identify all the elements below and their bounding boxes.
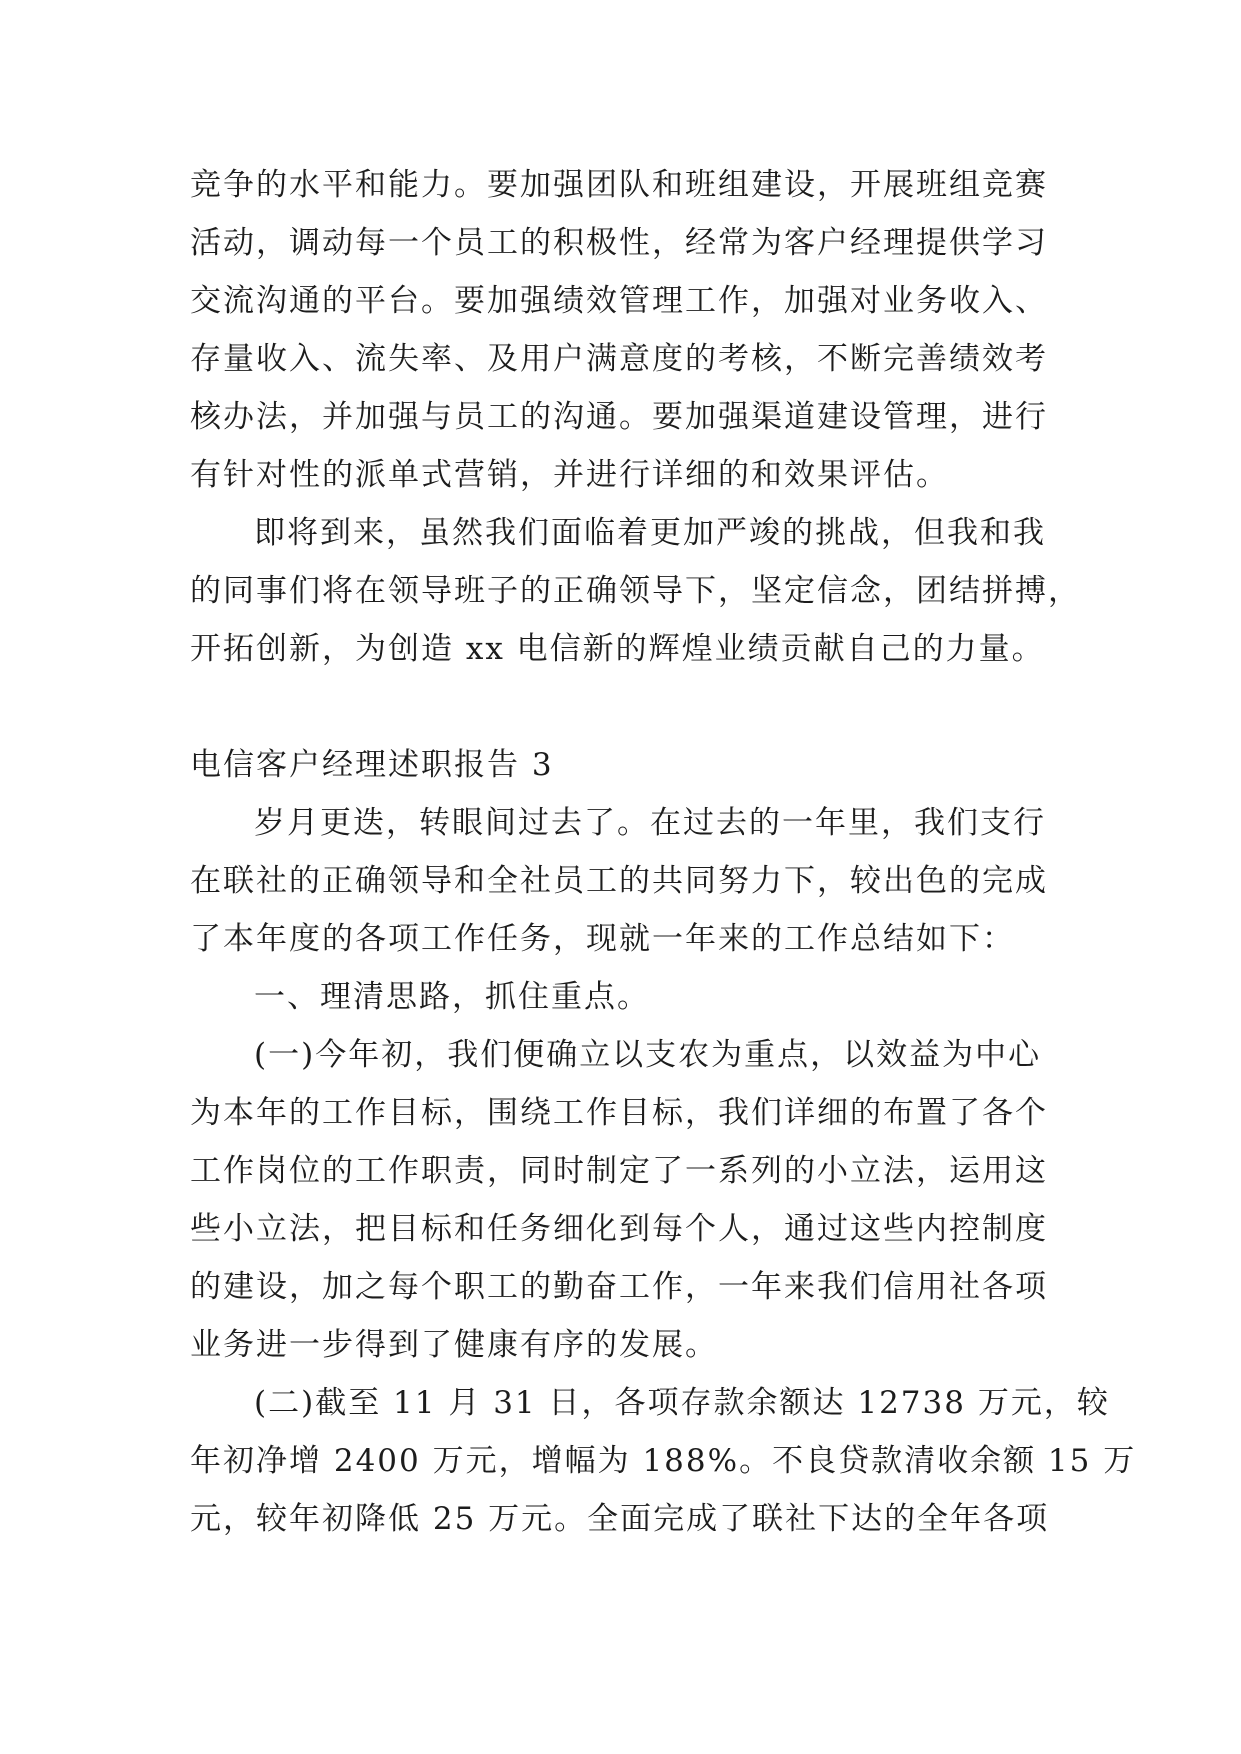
paragraph [190,1374,1150,1548]
text-line: 即将到来，虽然我们面临着更加严竣的挑战，但我和我 [254,515,1046,551]
text-line: 竞争的水平和能力。要加强团队和班组建设，开展班组竞赛 [190,167,1048,203]
paragraph [190,504,1150,678]
text-line: 有针对性的派单式营销，并进行详细的和效果评估。 [190,457,949,493]
document-page [190,156,1150,1548]
text-line: 一、理清思路，抓住重点。 [254,979,650,1015]
text-line: 为本年的工作目标，围绕工作目标，我们详细的布置了各个 [190,1095,1048,1131]
paragraph [190,1026,1150,1374]
paragraph [190,794,1150,968]
text-line: 交流沟通的平台。要加强绩效管理工作，加强对业务收入、 [190,283,1048,319]
text-line: 岁月更迭，转眼间过去了。在过去的一年里，我们支行 [254,805,1046,841]
text-line: 的建设，加之每个职工的勤奋工作，一年来我们信用社各项 [190,1269,1048,1305]
text-line: 年初净增 2400 万元，增幅为 188%。不良贷款清收余额 15 万 [190,1443,1137,1479]
text-line: 核办法，并加强与员工的沟通。要加强渠道建设管理，进行 [190,399,1048,435]
text-line: 活动，调动每一个员工的积极性，经常为客户经理提供学习 [190,225,1048,261]
text-line: 存量收入、流失率、及用户满意度的考核，不断完善绩效考 [190,341,1048,377]
text-line: 开拓创新，为创造 xx 电信新的辉煌业绩贡献自己的力量。 [190,631,1045,667]
text-line: 些小立法，把目标和任务细化到每个人，通过这些内控制度 [190,1211,1048,1247]
paragraph-heading [190,968,1150,1026]
text-line: 的同事们将在领导班子的正确领导下，坚定信念，团结拼搏， [190,573,1081,609]
text-line: 工作岗位的工作职责，同时制定了一系列的小立法，运用这 [190,1153,1048,1189]
paragraph [190,156,1150,504]
text-line: (一)今年初，我们便确立以支农为重点，以效益为中心 [254,1037,1042,1073]
text-line: 业务进一步得到了健康有序的发展。 [190,1327,718,1363]
text-line: (二)截至 11 月 31 日，各项存款余额达 12738 万元，较 [254,1385,1110,1421]
blank-line [190,678,1150,736]
text-line: 在联社的正确领导和全社员工的共同努力下，较出色的完成 [190,863,1048,899]
text-line: 元，较年初降低 25 万元。全面完成了联社下达的全年各项 [190,1501,1050,1537]
text-line: 了本年度的各项工作任务，现就一年来的工作总结如下： [190,921,1015,957]
section-title: 电信客户经理述职报告 3 [190,747,554,783]
